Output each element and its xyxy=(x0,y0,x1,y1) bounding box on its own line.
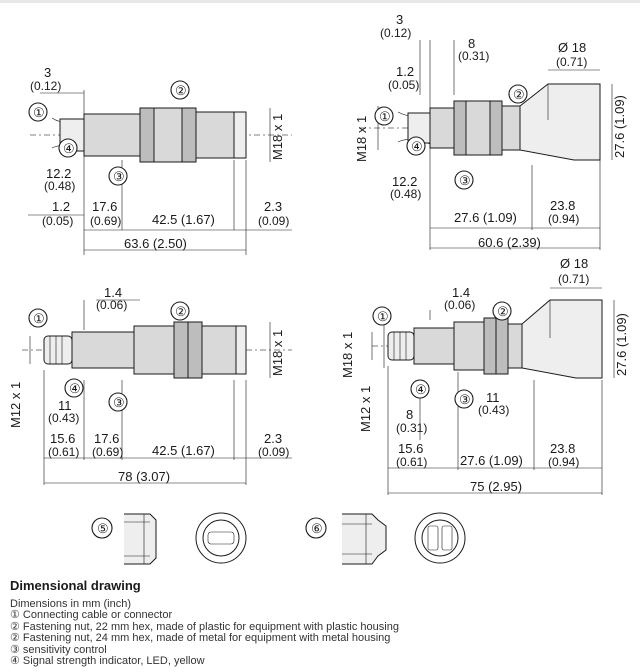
thread-m18: M18 x 1 xyxy=(270,113,285,160)
dim-23-8-inch: (0.94) xyxy=(548,455,580,469)
dim-23-8: 23.8 xyxy=(550,441,576,456)
callout-1-v3 xyxy=(29,309,47,327)
front-housing xyxy=(196,112,234,158)
dim-2-3-inch: (0.09) xyxy=(258,214,290,228)
dim-11: 11 xyxy=(486,390,500,405)
detail-5-side xyxy=(124,514,156,564)
callout-1-v4 xyxy=(373,307,391,325)
dim-2-3-inch: (0.09) xyxy=(258,445,290,459)
dim-3: 3 xyxy=(44,65,52,80)
dim-27-6: 27.6 (1.09) xyxy=(460,453,523,468)
rear-housing xyxy=(84,114,140,156)
dim-17-6: 17.6 xyxy=(94,431,120,446)
svg-text:⑥: ⑥ xyxy=(311,521,323,536)
callout-1-v1 xyxy=(29,103,47,121)
dim-15-6: 15.6 xyxy=(50,431,76,446)
dim-78: 78 (3.07) xyxy=(118,469,171,484)
svg-text:③: ③ xyxy=(459,392,471,407)
callout-1-v2 xyxy=(375,107,393,125)
rear-housing xyxy=(414,328,454,364)
callout-2-v2 xyxy=(509,85,527,103)
detail-6-window-right xyxy=(442,526,452,550)
detail-variant-6 xyxy=(342,513,465,564)
callout-3-v3 xyxy=(109,393,127,411)
nut-rear xyxy=(454,101,466,155)
legend-line-units: Dimensions in mm (inch) xyxy=(10,598,132,610)
dim-3-inch: (0.12) xyxy=(30,79,62,93)
nut-rear xyxy=(484,318,496,374)
thread-m18: M18 x 1 xyxy=(354,115,369,162)
nut-front xyxy=(496,318,508,374)
lens-cap xyxy=(234,112,246,158)
dim-dia-18-inch: (0.71) xyxy=(558,272,590,286)
callout-3-v2 xyxy=(455,171,473,189)
dim-63-6: 63.6 (2.50) xyxy=(124,236,187,251)
thread-m18: M18 x 1 xyxy=(270,329,285,376)
svg-text:②: ② xyxy=(513,87,525,102)
thread-m12: M12 x 1 xyxy=(8,381,23,428)
dim-12-2: 12.2 xyxy=(46,166,72,181)
callout-3-v1 xyxy=(109,167,127,185)
dim-23-8: 23.8 xyxy=(550,198,576,213)
front-housing xyxy=(502,106,520,150)
dim-17-6-inch: (0.69) xyxy=(90,214,122,228)
dim-11-inch: (0.43) xyxy=(48,411,80,425)
dim-3-inch: (0.12) xyxy=(380,26,412,40)
front-housing xyxy=(508,324,522,368)
svg-text:④: ④ xyxy=(415,382,427,397)
dim-1-2: 1.2 xyxy=(396,64,415,79)
view-angled-cable xyxy=(354,12,627,250)
svg-text:①: ① xyxy=(33,311,45,326)
legend-line-3: ③ sensitivity control xyxy=(10,643,107,656)
dim-42-5: 42.5 (1.67) xyxy=(152,212,215,227)
svg-text:④: ④ xyxy=(63,141,75,156)
callout-4-v4 xyxy=(411,380,429,398)
legend-title: Dimensional drawing xyxy=(10,578,141,593)
rear-housing xyxy=(430,108,454,148)
threaded-body xyxy=(466,101,490,155)
callout-4-v2 xyxy=(407,137,425,155)
dim-dia-18-inch: (0.71) xyxy=(556,55,588,69)
callout-3-v4 xyxy=(455,390,473,408)
dim-12-2: 12.2 xyxy=(392,174,418,189)
detail-6-side xyxy=(342,514,386,564)
dim-8: 8 xyxy=(406,407,414,422)
legend xyxy=(10,578,630,667)
thread-m18: M18 x 1 xyxy=(340,331,355,378)
svg-text:③: ③ xyxy=(113,169,125,184)
dim-1-4-inch: (0.06) xyxy=(96,298,128,312)
callout-5 xyxy=(92,518,112,538)
dim-1-2: 1.2 xyxy=(52,199,71,214)
svg-text:②: ② xyxy=(497,304,509,319)
dim-15-6-inch: (0.61) xyxy=(48,445,80,459)
callout-4-v1 xyxy=(59,139,77,157)
dim-1-2-inch: (0.05) xyxy=(388,78,420,92)
callout-6 xyxy=(306,518,326,538)
dim-60-6: 60.6 (2.39) xyxy=(478,235,541,250)
callout-2-v3 xyxy=(171,302,189,320)
svg-text:③: ③ xyxy=(113,395,125,410)
dim-42-5: 42.5 (1.67) xyxy=(152,443,215,458)
threaded-body xyxy=(454,322,484,370)
detail-variant-5 xyxy=(124,513,246,564)
nut-front xyxy=(188,322,202,378)
svg-text:④: ④ xyxy=(69,381,81,396)
dim-8-inch: (0.31) xyxy=(458,49,490,63)
svg-text:②: ② xyxy=(175,304,187,319)
dim-12-2-inch: (0.48) xyxy=(44,179,76,193)
m12-connector xyxy=(44,336,72,364)
dim-11: 11 xyxy=(58,398,72,413)
rear-housing xyxy=(72,332,134,368)
callout-4-v3 xyxy=(65,379,83,397)
svg-text:②: ② xyxy=(175,83,187,98)
nut-rear xyxy=(140,108,154,162)
dim-75: 75 (2.95) xyxy=(470,479,523,494)
view-straight-cable xyxy=(28,65,292,255)
dim-1-2-inch: (0.05) xyxy=(42,214,74,228)
lens-cap xyxy=(236,326,246,374)
dim-1-4: 1.4 xyxy=(452,285,471,300)
dim-1-4: 1.4 xyxy=(104,285,123,300)
thread-m12: M12 x 1 xyxy=(358,385,373,432)
svg-text:①: ① xyxy=(379,109,391,124)
legend-line-2-plastic: ② Fastening nut, 22 mm hex, made of plastic for equipment with plastic housing xyxy=(10,620,399,633)
dim-dia-18: Ø 18 xyxy=(560,256,589,271)
svg-text:③: ③ xyxy=(459,173,471,188)
angled-head xyxy=(520,84,600,160)
angled-head xyxy=(522,300,602,378)
dim-1-4-inch: (0.06) xyxy=(444,298,476,312)
detail-6-face-inner xyxy=(422,520,458,556)
callout-2-v4 xyxy=(493,302,511,320)
detail-5-face-inner xyxy=(203,520,239,556)
dim-11-inch: (0.43) xyxy=(478,403,510,417)
dim-27-6: 27.6 (1.09) xyxy=(454,210,517,225)
callout-2-v1 xyxy=(171,81,189,99)
dim-23-8-inch: (0.94) xyxy=(548,212,580,226)
m12-connector xyxy=(388,332,414,360)
threaded-body xyxy=(134,326,174,374)
view-straight-connector xyxy=(8,285,292,485)
dim-15-6-inch: (0.61) xyxy=(396,455,428,469)
dim-12-2-inch: (0.48) xyxy=(390,187,422,201)
nut-rear xyxy=(174,322,188,378)
dim-3: 3 xyxy=(396,12,404,27)
detail-6-window-left xyxy=(428,526,438,550)
dim-2-3: 2.3 xyxy=(264,431,283,446)
view-angled-connector xyxy=(340,256,629,495)
dim-2-3: 2.3 xyxy=(264,199,283,214)
detail-5-window xyxy=(208,532,234,544)
dim-8-inch: (0.31) xyxy=(396,421,428,435)
svg-text:⑤: ⑤ xyxy=(97,521,109,536)
nut-front xyxy=(182,108,196,162)
threaded-body xyxy=(154,108,182,162)
dim-27-6-vertical: 27.6 (1.09) xyxy=(614,313,629,376)
dim-27-6-vertical: 27.6 (1.09) xyxy=(612,95,627,158)
dim-15-6: 15.6 xyxy=(398,441,424,456)
legend-line-4: ④ Signal strength indicator, LED, yellow xyxy=(10,655,205,668)
svg-text:①: ① xyxy=(377,309,389,324)
legend-line-1: ① Connecting cable or connector xyxy=(10,609,173,622)
dim-8: 8 xyxy=(468,36,476,51)
dim-dia-18: Ø 18 xyxy=(558,40,587,55)
svg-text:④: ④ xyxy=(411,139,423,154)
nut-front xyxy=(490,101,502,155)
dim-17-6-inch: (0.69) xyxy=(92,445,124,459)
dim-17-6: 17.6 xyxy=(92,199,118,214)
svg-text:①: ① xyxy=(33,105,45,120)
front-housing xyxy=(202,326,236,374)
legend-line-2-metal: ② Fastening nut, 24 mm hex, made of metal for equipment with metal housing xyxy=(10,632,391,645)
